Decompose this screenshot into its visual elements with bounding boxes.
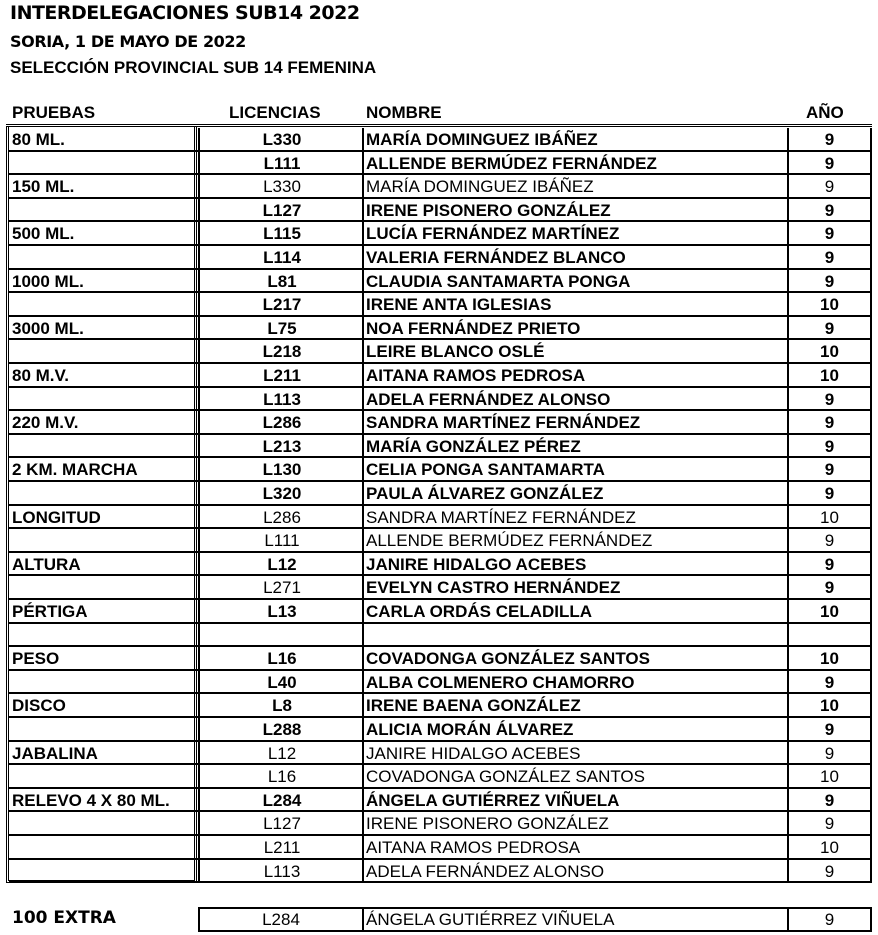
nombre-cell: ADELA FERNÁNDEZ ALONSO — [362, 860, 789, 884]
licencia-cell: L288 — [198, 718, 364, 742]
anio-cell: 9 — [787, 317, 872, 341]
prueba-cell: 500 ML. — [9, 222, 198, 246]
licencia-cell: L115 — [198, 222, 364, 246]
anio-cell: 10 — [787, 600, 872, 624]
prueba-cell: 220 M.V. — [9, 411, 198, 435]
prueba-cell: 80 ML. — [9, 128, 198, 152]
nombre-cell: IRENE BAENA GONZÁLEZ — [362, 694, 789, 718]
prueba-cell: DISCO — [9, 694, 198, 718]
anio-cell: 9 — [787, 222, 872, 246]
nombre-cell: CARLA ORDÁS CELADILLA — [362, 600, 789, 624]
extra-licencia: L284 — [198, 907, 364, 932]
prueba-cell: 1000 ML. — [9, 270, 198, 294]
nombre-cell — [362, 624, 789, 648]
nombre-cell: EVELYN CASTRO HERNÁNDEZ — [362, 576, 789, 600]
nombre-cell: PAULA ÁLVAREZ GONZÁLEZ — [362, 482, 789, 506]
prueba-cell: PESO — [9, 647, 198, 671]
prueba-cell: LONGITUD — [9, 506, 198, 530]
anio-cell: 10 — [787, 364, 872, 388]
prueba-cell: 2 KM. MARCHA — [9, 458, 198, 482]
anio-cell: 9 — [787, 553, 872, 577]
nombre-cell: AITANA RAMOS PEDROSA — [362, 364, 789, 388]
nombre-cell: IRENE PISONERO GONZÁLEZ — [362, 812, 789, 836]
nombre-cell: MARÍA DOMINGUEZ IBÁÑEZ — [362, 128, 789, 152]
extra-anio: 9 — [787, 907, 872, 932]
licencia-cell: L8 — [198, 694, 364, 718]
prueba-cell: JABALINA — [9, 742, 198, 766]
licencia-cell: L114 — [198, 246, 364, 270]
prueba-cell: 3000 ML. — [9, 317, 198, 341]
header-pruebas: PRUEBAS — [12, 103, 96, 122]
nombre-cell: AITANA RAMOS PEDROSA — [362, 836, 789, 860]
prueba-cell: PÉRTIGA — [9, 600, 198, 624]
prueba-cell: 80 M.V. — [9, 364, 198, 388]
anio-cell: 9 — [787, 718, 872, 742]
nombre-cell: SANDRA MARTÍNEZ FERNÁNDEZ — [362, 411, 789, 435]
licencia-cell: L213 — [198, 435, 364, 459]
anio-cell: 10 — [787, 506, 872, 530]
nombre-cell: IRENE PISONERO GONZÁLEZ — [362, 199, 789, 223]
licencia-cell: L330 — [198, 175, 364, 199]
nombre-cell: CLAUDIA SANTAMARTA PONGA — [362, 270, 789, 294]
nombre-cell: ALICIA MORÁN ÁLVAREZ — [362, 718, 789, 742]
licencia-cell: L111 — [198, 152, 364, 176]
anio-cell: 10 — [787, 836, 872, 860]
prueba-cell: ALTURA — [9, 553, 198, 577]
nombre-cell: LUCÍA FERNÁNDEZ MARTÍNEZ — [362, 222, 789, 246]
anio-cell: 9 — [787, 671, 872, 695]
anio-cell: 9 — [787, 152, 872, 176]
anio-cell — [787, 624, 872, 648]
nombre-cell: MARÍA GONZÁLEZ PÉREZ — [362, 435, 789, 459]
anio-cell: 9 — [787, 482, 872, 506]
licencia-cell: L81 — [198, 270, 364, 294]
nombre-cell: JANIRE HIDALGO ACEBES — [362, 742, 789, 766]
nombre-cell: CELIA PONGA SANTAMARTA — [362, 458, 789, 482]
nombre-cell: IRENE ANTA IGLESIAS — [362, 293, 789, 317]
licencia-cell: L218 — [198, 340, 364, 364]
nombre-cell: JANIRE HIDALGO ACEBES — [362, 553, 789, 577]
prueba-cell: 150 ML. — [9, 175, 198, 199]
anio-cell: 9 — [787, 175, 872, 199]
anio-cell: 9 — [787, 270, 872, 294]
licencia-cell: L284 — [198, 789, 364, 813]
anio-cell: 9 — [787, 411, 872, 435]
anio-cell: 9 — [787, 789, 872, 813]
anio-cell: 9 — [787, 199, 872, 223]
licencia-cell: L127 — [198, 812, 364, 836]
anio-cell: 9 — [787, 458, 872, 482]
event-date-location: SORIA, 1 DE MAYO DE 2022 — [10, 32, 246, 51]
anio-cell: 10 — [787, 765, 872, 789]
licencia-cell — [198, 624, 364, 648]
anio-cell: 10 — [787, 694, 872, 718]
nombre-cell: MARÍA DOMINGUEZ IBÁÑEZ — [362, 175, 789, 199]
licencia-cell: L217 — [198, 293, 364, 317]
licencia-cell: L286 — [198, 506, 364, 530]
selection-title: SELECCIÓN PROVINCIAL SUB 14 FEMENINA — [10, 58, 377, 77]
anio-cell: 10 — [787, 340, 872, 364]
pruebas-column-frame — [6, 126, 197, 883]
anio-cell: 9 — [787, 246, 872, 270]
nombre-cell: ALBA COLMENERO CHAMORRO — [362, 671, 789, 695]
anio-cell: 9 — [787, 812, 872, 836]
licencia-cell: L12 — [198, 553, 364, 577]
nombre-cell: ALLENDE BERMÚDEZ FERNÁNDEZ — [362, 529, 789, 553]
licencia-cell: L127 — [198, 199, 364, 223]
licencia-cell: L75 — [198, 317, 364, 341]
licencia-cell: L286 — [198, 411, 364, 435]
anio-cell: 9 — [787, 860, 872, 884]
nombre-cell: LEIRE BLANCO OSLÉ — [362, 340, 789, 364]
licencia-cell: L113 — [198, 860, 364, 884]
anio-cell: 9 — [787, 128, 872, 152]
licencia-cell: L320 — [198, 482, 364, 506]
header-anio: AÑO — [806, 103, 844, 122]
header-nombre: NOMBRE — [366, 103, 442, 122]
anio-cell: 9 — [787, 435, 872, 459]
extra-nombre: ÁNGELA GUTIÉRREZ VIÑUELA — [362, 907, 789, 932]
document-title: INTERDELEGACIONES SUB14 2022 — [10, 2, 360, 24]
licencia-cell: L113 — [198, 388, 364, 412]
nombre-cell: COVADONGA GONZÁLEZ SANTOS — [362, 765, 789, 789]
licencia-cell: L211 — [198, 836, 364, 860]
licencia-cell: L271 — [198, 576, 364, 600]
licencia-cell: L130 — [198, 458, 364, 482]
header-licencias: LICENCIAS — [229, 103, 321, 122]
licencia-cell: L16 — [198, 647, 364, 671]
anio-cell: 9 — [787, 388, 872, 412]
licencia-cell: L211 — [198, 364, 364, 388]
anio-cell: 10 — [787, 293, 872, 317]
nombre-cell: SANDRA MARTÍNEZ FERNÁNDEZ — [362, 506, 789, 530]
nombre-cell: NOA FERNÁNDEZ PRIETO — [362, 317, 789, 341]
anio-cell: 9 — [787, 742, 872, 766]
anio-cell: 9 — [787, 576, 872, 600]
licencia-cell: L16 — [198, 765, 364, 789]
nombre-cell: VALERIA FERNÁNDEZ BLANCO — [362, 246, 789, 270]
nombre-cell: ALLENDE BERMÚDEZ FERNÁNDEZ — [362, 152, 789, 176]
nombre-cell: ÁNGELA GUTIÉRREZ VIÑUELA — [362, 789, 789, 813]
licencia-cell: L40 — [198, 671, 364, 695]
anio-cell: 10 — [787, 647, 872, 671]
nombre-cell: COVADONGA GONZÁLEZ SANTOS — [362, 647, 789, 671]
anio-cell: 9 — [787, 529, 872, 553]
licencia-cell: L13 — [198, 600, 364, 624]
licencia-cell: L111 — [198, 529, 364, 553]
licencia-cell: L330 — [198, 128, 364, 152]
licencia-cell: L12 — [198, 742, 364, 766]
extra-event-label: 100 EXTRA — [12, 908, 116, 928]
prueba-cell: RELEVO 4 X 80 ML. — [9, 789, 198, 813]
nombre-cell: ADELA FERNÁNDEZ ALONSO — [362, 388, 789, 412]
